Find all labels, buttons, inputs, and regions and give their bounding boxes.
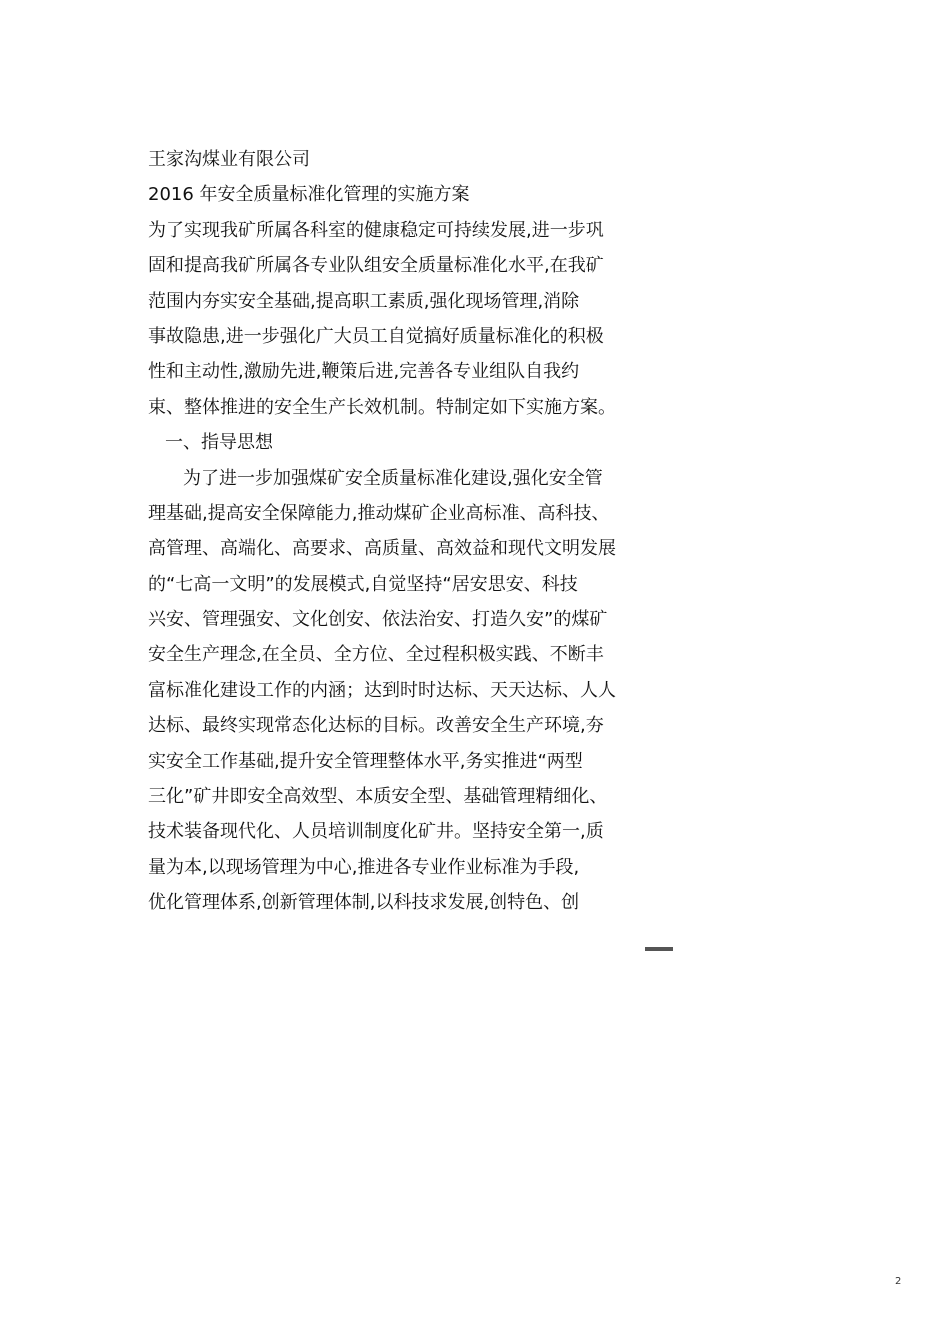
document-title: 2016 年安全质量标准化管理的实施方案: [148, 184, 470, 206]
section-heading: 一、指导思想: [165, 432, 273, 454]
body-line: 的“七高一文明”的发展模式,自觉坚持“居安思安、科技: [148, 573, 578, 595]
body-line: 富标准化建设工作的内涵；达到时时达标、天天达标、人人: [148, 679, 616, 701]
intro-line: 事故隐患,进一步强化广大员工自觉搞好质量标准化的积极: [148, 325, 604, 347]
body-line: 技术装备现代化、人员培训制度化矿井。坚持安全第一,质: [148, 821, 604, 843]
body-line: 安全生产理念,在全员、全方位、全过程积极实践、不断丰: [148, 644, 604, 666]
intro-line: 固和提高我矿所属各专业队组安全质量标准化水平,在我矿: [148, 255, 604, 277]
body-line: 理基础,提高安全保障能力,推动煤矿企业高标准、高科技、: [148, 502, 610, 524]
company-name: 王家沟煤业有限公司: [148, 149, 310, 170]
intro-line: 范围内夯实安全基础,提高职工素质,强化现场管理,消除: [148, 290, 580, 312]
body-line: 为了进一步加强煤矿安全质量标准化建设,强化安全管: [183, 467, 603, 489]
intro-line: 性和主动性,激励先进,鞭策后进,完善各专业组队自我约: [148, 361, 580, 383]
intro-line: 束、整体推进的安全生产长效机制。特制定如下实施方案。: [148, 396, 616, 418]
intro-line: 为了实现我矿所属各科室的健康稳定可持续发展,进一步巩: [148, 219, 604, 241]
body-line: 优化管理体系,创新管理体制,以科技求发展,创特色、创: [148, 892, 580, 914]
body-line: 量为本,以现场管理为中心,推进各专业作业标准为手段,: [148, 856, 580, 878]
body-line: 高管理、高端化、高要求、高质量、高效益和现代文明发展: [148, 538, 616, 560]
body-line: 达标、最终实现常态化达标的目标。改善安全生产环境,夯: [148, 715, 604, 737]
page-number: 2: [895, 1276, 902, 1287]
body-line: 三化”矿井即安全高效型、本质安全型、基础管理精细化、: [148, 786, 608, 808]
document-body: [148, 142, 638, 921]
body-line: 兴安、管理强安、文化创安、依法治安、打造久安”的煤矿: [148, 609, 608, 631]
body-line: 实安全工作基础,提升安全管理整体水平,务实推进“两型: [148, 750, 583, 772]
dash-mark: [645, 947, 673, 951]
